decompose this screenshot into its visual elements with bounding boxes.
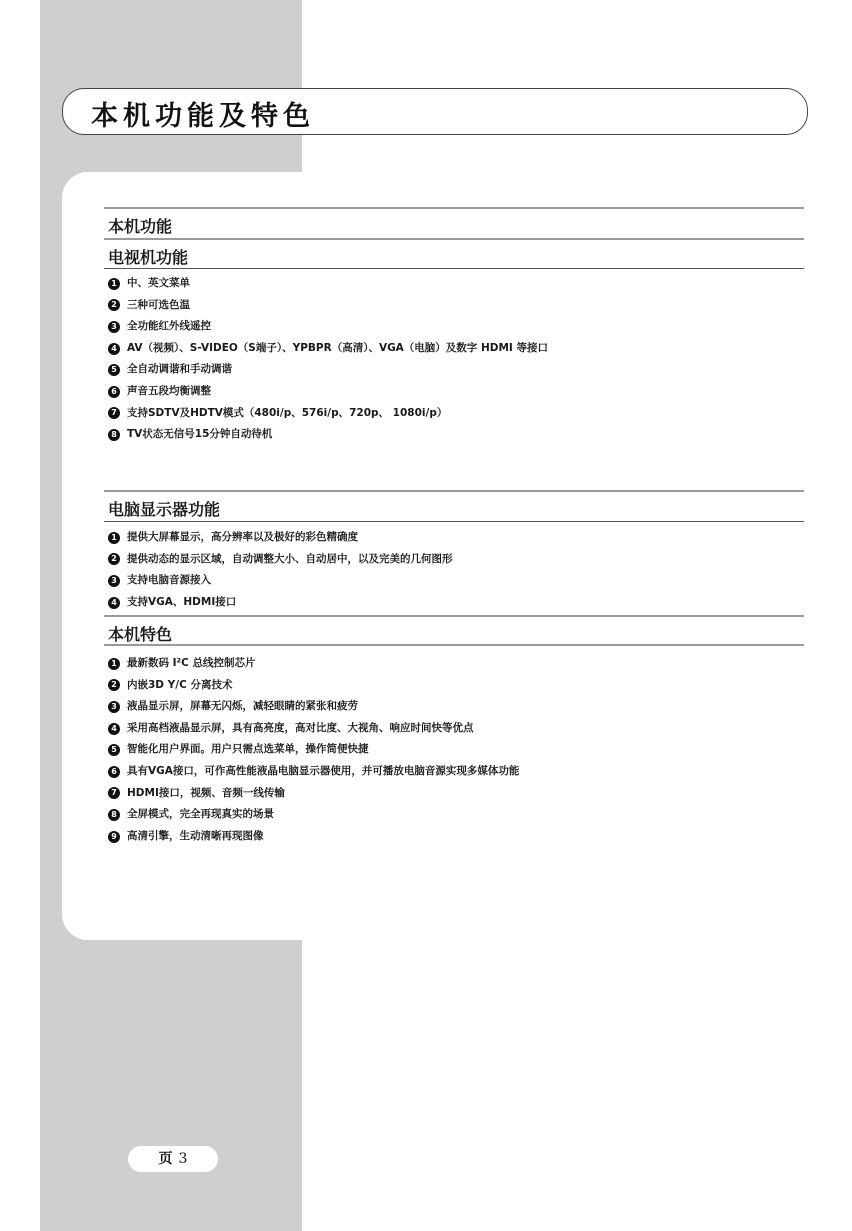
list-item-text: 支持SDTV及HDTV模式（480i/p、576i/p、720p、 1080i/p） xyxy=(127,406,448,419)
number-bullet-icon: 1 xyxy=(108,278,120,290)
list-item-text: 液晶显示屏，屏幕无闪烁，减轻眼睛的紧张和疲劳 xyxy=(127,700,358,713)
number-bullet-icon: 3 xyxy=(108,575,120,587)
tv-functions-heading: 电视机功能 xyxy=(108,248,189,267)
number-bullet-icon: 4 xyxy=(108,343,120,355)
list-item-text: 三种可选色温 xyxy=(127,298,190,311)
number-bullet-icon: 7 xyxy=(108,787,120,799)
page-title: 本机功能及特色 xyxy=(91,101,315,132)
list-item xyxy=(108,338,548,360)
list-item-text: 提供大屏幕显示，高分辨率以及极好的彩色精确度 xyxy=(127,531,358,543)
list-item xyxy=(108,424,548,446)
list-item-text: HDMI接口，视频、音频一线传输 xyxy=(127,786,285,799)
number-bullet-icon: 4 xyxy=(108,723,120,735)
list-item xyxy=(108,783,519,805)
page-number: 3 xyxy=(178,1151,188,1167)
list-item xyxy=(108,359,548,381)
list-item-text: 智能化用户界面。用户只需点选菜单，操作简便快捷 xyxy=(127,743,369,756)
number-bullet-icon: 8 xyxy=(108,429,120,441)
list-item xyxy=(108,761,519,783)
number-bullet-icon: 2 xyxy=(108,553,120,565)
list-item xyxy=(108,381,548,403)
pc-functions-heading: 电脑显示器功能 xyxy=(108,500,221,519)
list-item-text: 支持VGA、HDMI接口 xyxy=(127,595,237,608)
number-bullet-icon: 5 xyxy=(108,744,120,756)
list-item-text: 具有VGA接口，可作高性能液晶电脑显示器使用，并可播放电脑音源实现多媒体功能 xyxy=(127,764,520,777)
list-item xyxy=(108,273,548,295)
section-rule xyxy=(104,490,804,492)
list-item xyxy=(108,570,453,592)
list-item xyxy=(108,718,519,740)
list-item xyxy=(108,653,519,675)
list-item xyxy=(108,549,453,571)
number-bullet-icon: 6 xyxy=(108,386,120,398)
section-rule xyxy=(104,644,804,646)
number-bullet-icon: 5 xyxy=(108,364,120,376)
list-item xyxy=(108,527,453,549)
list-item-text: 声音五段均衡调整 xyxy=(127,384,211,397)
list-item xyxy=(108,739,519,761)
list-item-text: 支持电脑音源接入 xyxy=(127,574,211,587)
number-bullet-icon: 3 xyxy=(108,321,120,333)
list-item xyxy=(108,403,548,425)
list-item xyxy=(108,826,519,848)
number-bullet-icon: 1 xyxy=(108,658,120,670)
page-label: 页 xyxy=(158,1151,173,1167)
list-item xyxy=(108,592,453,614)
list-item-text: 提供动态的显示区域，自动调整大小、自动居中，以及完美的几何图形 xyxy=(127,552,453,565)
number-bullet-icon: 2 xyxy=(108,679,120,691)
number-bullet-icon: 8 xyxy=(108,809,120,821)
special-features-list xyxy=(108,653,519,847)
pc-functions-list xyxy=(108,527,453,613)
section-rule xyxy=(104,238,804,240)
number-bullet-icon: 4 xyxy=(108,597,120,609)
list-item-text: 中、英文菜单 xyxy=(127,277,190,289)
list-item xyxy=(108,295,548,317)
list-item-text: 全功能红外线遥控 xyxy=(127,320,211,333)
list-item-text: 全屏模式，完全再现真实的场景 xyxy=(127,808,274,821)
number-bullet-icon: 9 xyxy=(108,831,120,843)
features-heading: 本机功能 xyxy=(108,217,173,236)
section-rule xyxy=(104,207,804,209)
list-item-text: 内嵌3D Y/C 分离技术 xyxy=(127,678,233,691)
title-banner xyxy=(62,88,808,135)
list-item-text: 采用高档液晶显示屏，具有高亮度，高对比度、大视角、响应时间快等优点 xyxy=(127,721,474,734)
list-item-text: TV状态无信号15分钟自动待机 xyxy=(127,428,273,441)
number-bullet-icon: 1 xyxy=(108,532,120,544)
number-bullet-icon: 7 xyxy=(108,407,120,419)
list-item xyxy=(108,316,548,338)
section-rule xyxy=(104,268,804,269)
page-number-badge xyxy=(128,1146,218,1172)
special-features-heading: 本机特色 xyxy=(108,625,173,644)
tv-functions-list xyxy=(108,273,548,446)
number-bullet-icon: 2 xyxy=(108,299,120,311)
list-item xyxy=(108,804,519,826)
list-item-text: 全自动调谐和手动调谐 xyxy=(127,363,232,376)
list-item-text: AV（视频）、S-VIDEO（S端子）、YPBPR（高清）、VGA（电脑）及数字 HDMI 等接口 xyxy=(127,341,548,354)
list-item-text: 最新数码 I²C 总线控制芯片 xyxy=(127,657,256,669)
section-rule xyxy=(104,521,804,522)
number-bullet-icon: 6 xyxy=(108,766,120,778)
list-item xyxy=(108,675,519,697)
number-bullet-icon: 3 xyxy=(108,701,120,713)
list-item-text: 高清引擎，生动清晰再现图像 xyxy=(127,829,264,842)
section-rule xyxy=(104,615,804,617)
list-item xyxy=(108,696,519,718)
